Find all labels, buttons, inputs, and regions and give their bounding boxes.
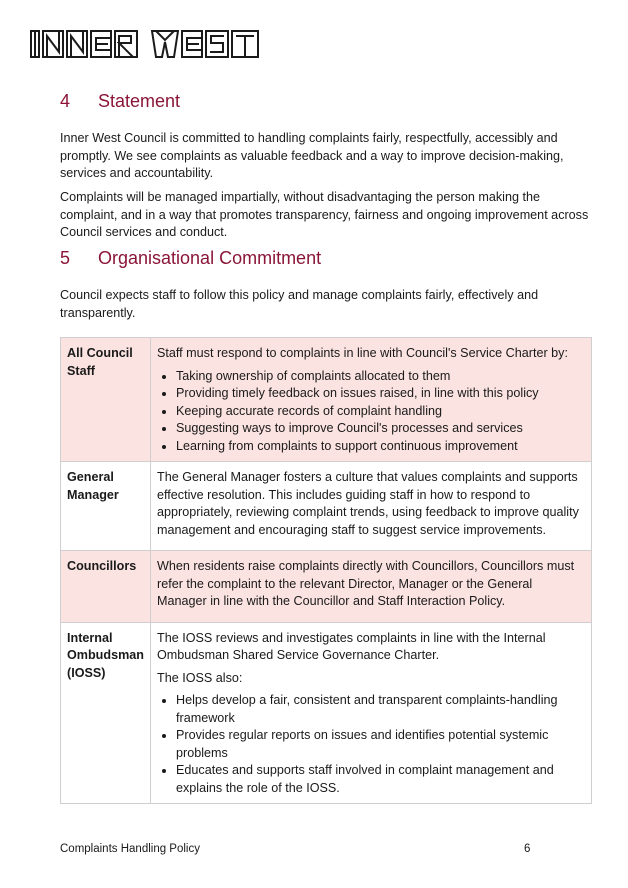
role-paragraph: Staff must respond to complaints in line with Council's Service Charter by:: [157, 346, 568, 360]
section-title: Organisational Commitment: [98, 248, 322, 268]
role-paragraph: The General Manager fosters a culture that values complaints and supports effective resolution. This includes guiding staff in how to respond to appropriately, reviewing complaint trends, using feedback to improve quality management and encouraging staff to suggest service improvements.: [157, 470, 579, 537]
statement-paragraph-2: Complaints will be managed impartially, without disadvantaging the person making the complaint, and in a way that promotes transparency, fairness and ongoing improvement across Council services and conduct.: [60, 190, 589, 239]
role-description: [151, 462, 592, 551]
council-logo: [30, 28, 270, 60]
statement-paragraph-1: Inner West Council is committed to handling complaints fairly, respectfully, accessibly and promptly. We see complaints as valuable feedback and a way to improve decision-making, services and accountability.: [60, 131, 564, 180]
table-row: [61, 462, 592, 551]
role-name: Internal Ombudsman (IOSS): [61, 622, 151, 804]
role-name: Councillors: [61, 551, 151, 623]
roles-table: [60, 337, 592, 804]
list-item: • Helps develop a fair, consistent and transparent complaints-handling framework: [176, 692, 585, 727]
list-item: • Learning from complaints to support continuous improvement: [176, 438, 585, 456]
role-bullet-list: [157, 692, 585, 797]
role-description: [151, 551, 592, 623]
footer-title: Complaints Handling Policy: [60, 843, 200, 855]
section-number: 4: [60, 91, 71, 111]
section-heading-statement: [60, 91, 180, 112]
role-paragraph: When residents raise complaints directly with Councillors, Councillors must refer the complaint to the relevant Director, Manager or the General Manager in line with the Councillor and Staff Interaction Policy.: [157, 559, 575, 608]
table-row: [61, 338, 592, 462]
page-number: 6: [524, 843, 531, 855]
list-item: • Educates and supports staff involved in complaint management and explains the role of the IOSS.: [176, 762, 585, 797]
list-item: • Provides regular reports on issues and identifies potential systemic problems: [176, 727, 585, 762]
commitment-intro: Council expects staff to follow this policy and manage complaints fairly, effectively and transparently.: [60, 288, 539, 320]
role-description: [151, 338, 592, 462]
role-bullet-list: [157, 368, 585, 456]
table-row: [61, 551, 592, 623]
section-title: Statement: [98, 91, 181, 111]
role-paragraph: The IOSS reviews and investigates complaints in line with the Internal Ombudsman Shared Service Governance Charter.: [157, 630, 546, 662]
list-item: • Suggesting ways to improve Council's processes and services: [176, 420, 585, 438]
role-description: [151, 622, 592, 804]
table-row: [61, 622, 592, 804]
role-name: General Manager: [61, 462, 151, 551]
list-item: • Taking ownership of complaints allocated to them: [176, 368, 585, 386]
section-number: 5: [60, 248, 71, 268]
role-name: All Council Staff: [61, 338, 151, 462]
role-paragraph: The IOSS also:: [157, 670, 243, 685]
list-item: • Providing timely feedback on issues raised, in line with this policy: [176, 385, 585, 403]
list-item: • Keeping accurate records of complaint handling: [176, 403, 585, 421]
section-heading-commitment: [60, 248, 321, 269]
